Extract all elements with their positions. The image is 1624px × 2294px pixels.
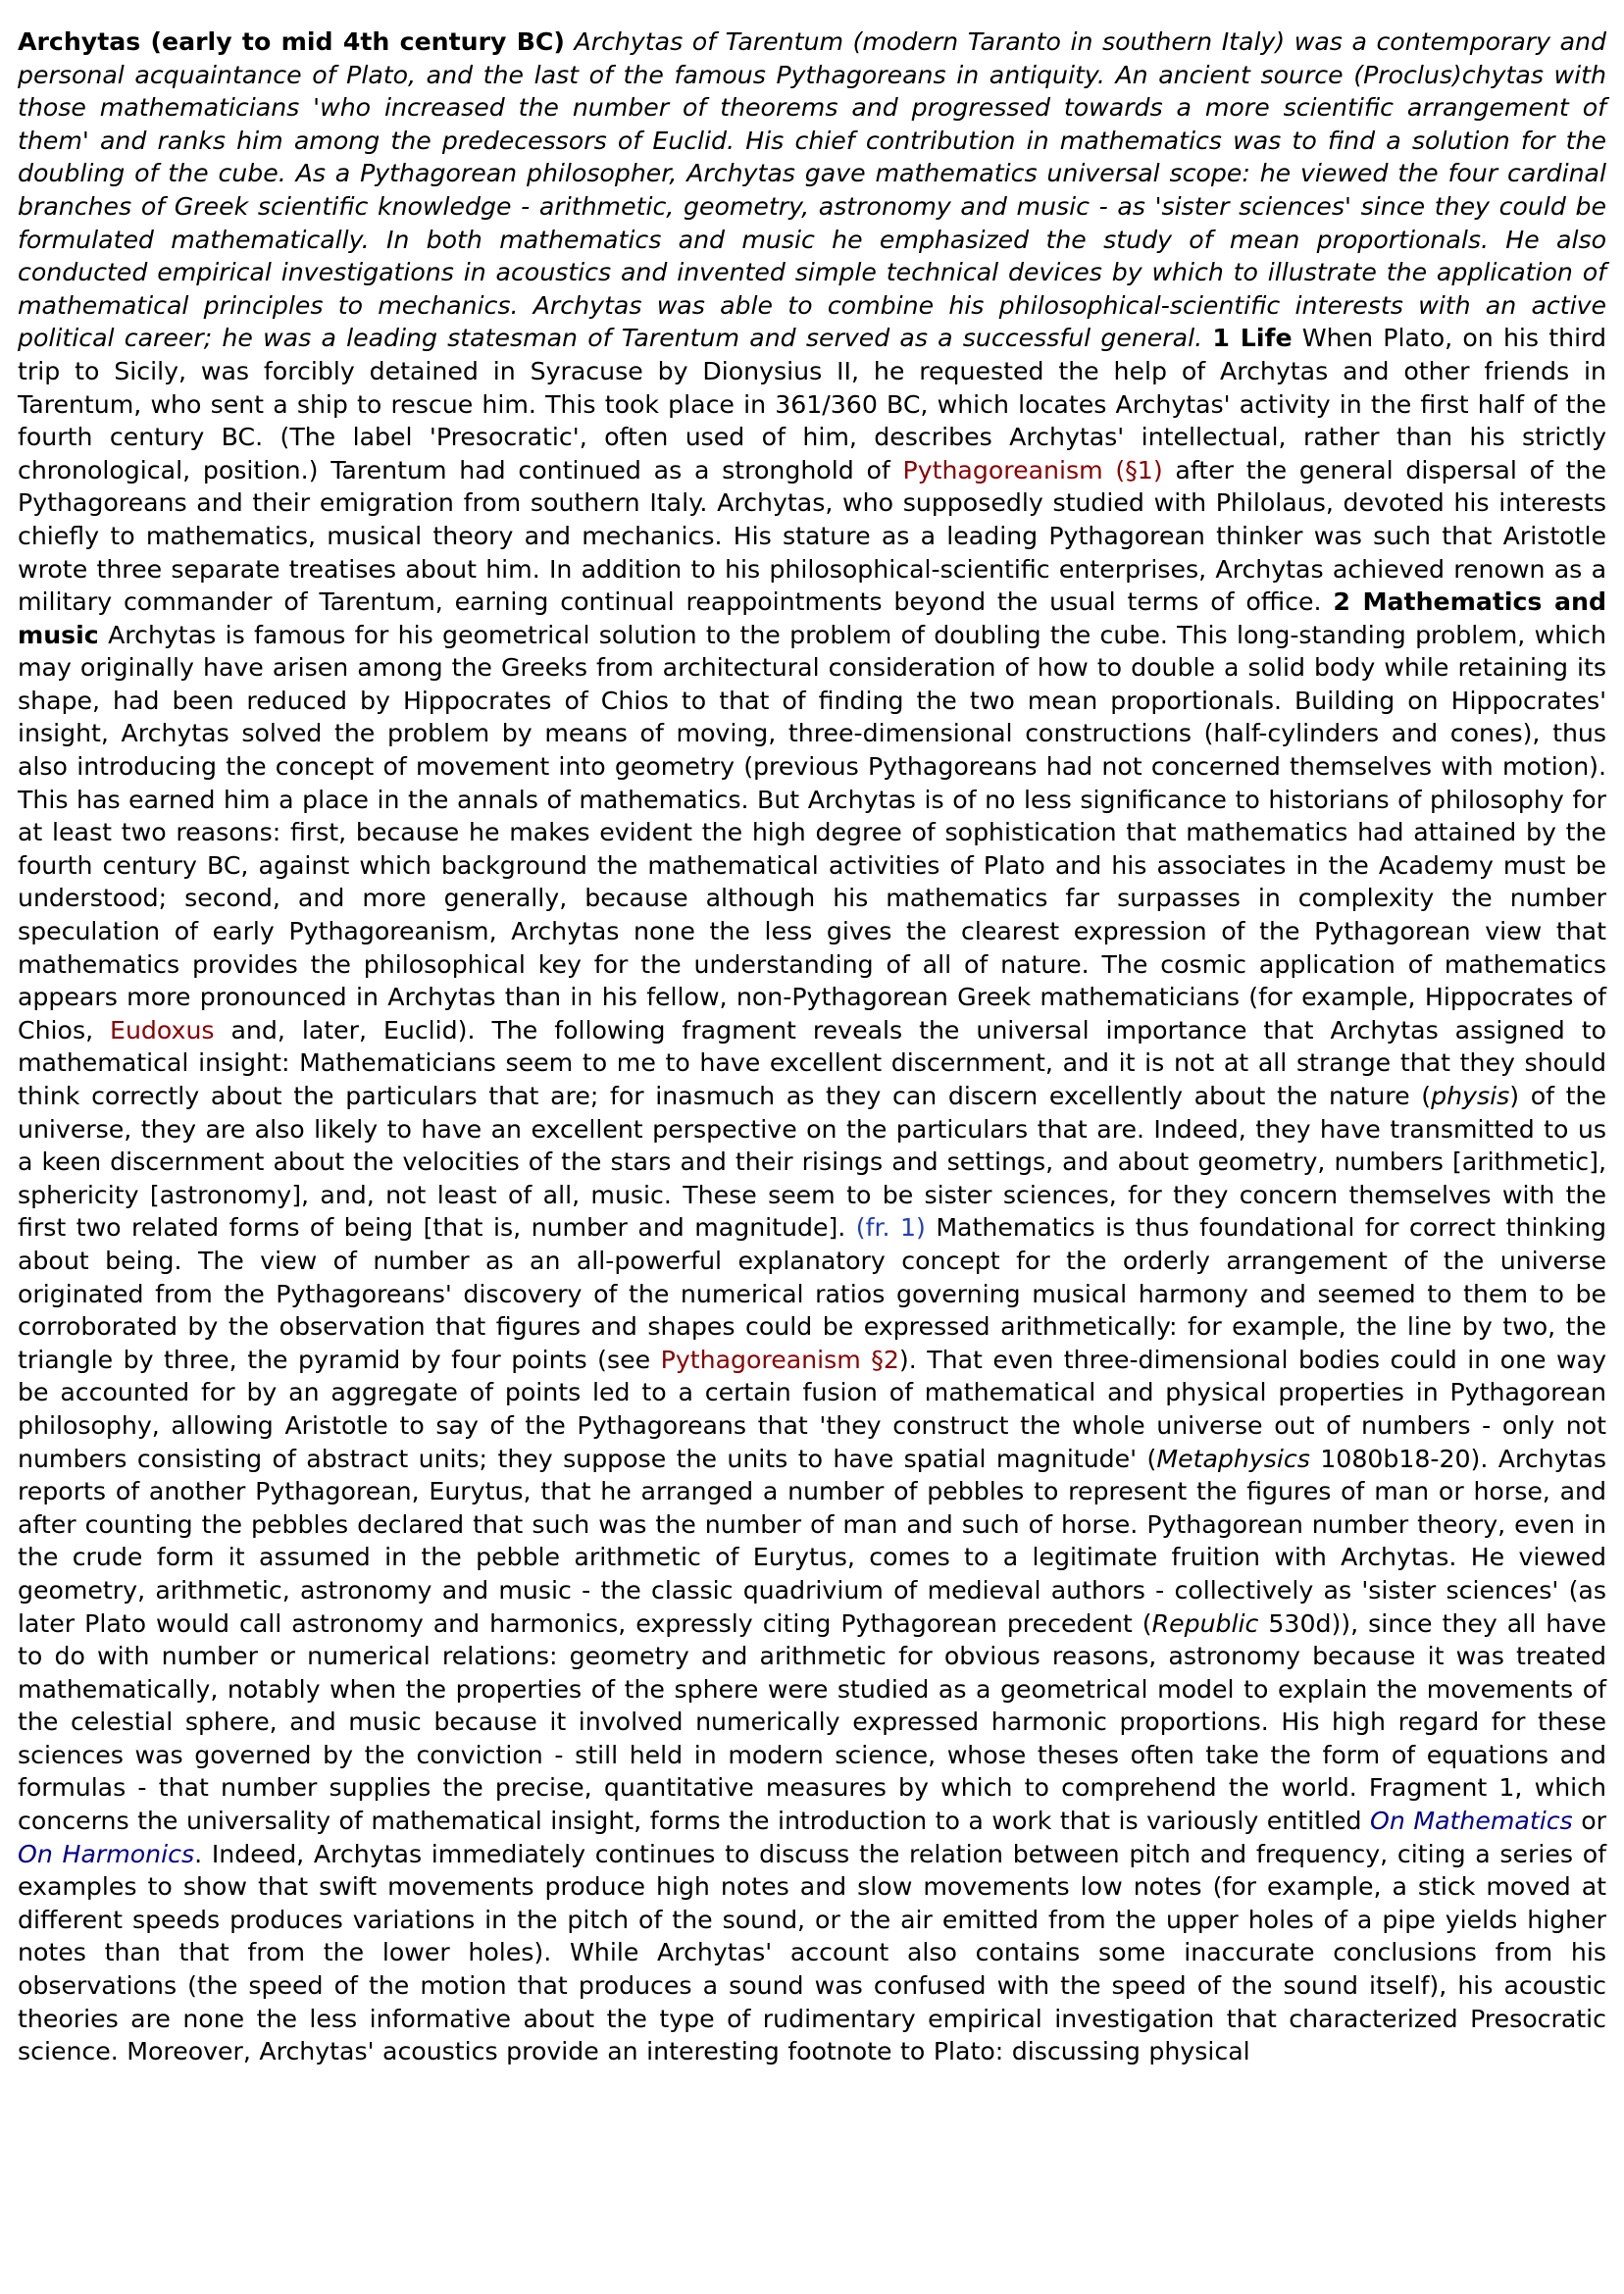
link-pythagoreanism-1[interactable]: Pythagoreanism (§1) [902, 455, 1163, 484]
word-or: or [1581, 1807, 1606, 1836]
math-text-a: Archytas is famous for his geometrical solution to the problem of doubling the cube. This long-standing problem, which may originally have arisen among the Greeks from architectural consideration of how to double a solid body while retaining its shape, had been reduced by Hippocrates of Chios to that of finding the two mean proportionals. Building on Hippocrates' insight, Archytas solved the problem by means of moving, three-dimensional constructions (half-cylinders and cones), thus also introducing the concept of movement into geometry (previous Pythagoreans had not concerned themselves with motion). This has earned him a place in the annals of mathematics. But Archytas is of no less significance to historians of philosophy for at least two reasons: first, because he makes evident the high degree of sophistication that mathematics had attained by the fourth century BC, against which background the mathematical activities of Plato and his associates in the Academy must be understood; second, and more generally, because although his mathematics far surpasses in complexity the number speculation of early Pythagoreanism, Archytas none the less gives the clearest expression of the Pythagorean view that mathematics provides the philosophical key for the understanding of all of nature. The cosmic application of mathematics appears more pronounced in Archytas than in his fellow, non-Pythagorean Greek mathematicians (for example, Hippocrates of Chios, [18, 620, 1606, 1045]
article-title: Archytas (early to mid 4th century BC) [18, 27, 565, 56]
work-republic: Republic [1151, 1608, 1259, 1638]
section-heading-mathematics-music: 2 Mathematics and music [18, 587, 1606, 649]
math-text-d: Mathematics is thus foundational for correct thinking about being. The view of number as an all-powerful explanatory concept for the orderly arrangement of the universe originated from the Pythagoreans' discovery of the numerical ratios governing musical harmony and seemed to them to be corroborated by the observation that figures and shapes could be expressed arithmetically: for example, the line by two, the triangle by three, the pyramid by four points (see [18, 1213, 1606, 1374]
link-fragment-1[interactable]: (fr. 1) [855, 1213, 926, 1243]
math-text-b: and, later, Euclid). The following fragment reveals the universal importance that Archytas assigned to mathematical insight: Mathematicians seem to me to have excellent discernment, and it is not at all strange that they should think correctly about the particulars that are; for inasmuch as they can discern excellently about the nature ( [18, 1015, 1606, 1110]
link-pythagoreanism-2[interactable]: Pythagoreanism §2 [660, 1345, 899, 1374]
term-physis: physis [1431, 1082, 1510, 1110]
math-text-h: . Indeed, Archytas immediately continues to discuss the relation between pitch and frequency, citing a series of examples to show that swift movements produce high notes and slow movements low notes (for example, a stick moved at different speeds produces variations in the pitch of the sound, or the air emitted from the upper holes of a pipe yields higher notes than that from the lower holes). While Archytas' account also contains some inaccurate conclusions from his observations (the speed of the motion that produces a sound was confused with the speed of the sound itself), his acoustic theories are none the less informative about the type of rudimentary empirical investigation that characterized Presocratic science. Moreover, Archytas' acoustics provide an interesting footnote to Plato: discussing physical [18, 1839, 1606, 2066]
link-on-harmonics[interactable]: On Harmonics [18, 1839, 195, 1868]
article-body [18, 25, 1606, 2068]
article-intro: Archytas of Tarentum (modern Taranto in southern Italy) was a contemporary and personal acquaintance of Plato, and the last of the famous Pythagoreans in antiquity. An ancient source (Proclus)chytas with those mathematicians 'who increased the number of theorems and progressed towards a more scientific arrangement of them' and ranks him among the predecessors of Euclid. His chief contribution in mathematics was to find a solution for the doubling of the cube. As a Pythagorean philosopher, Archytas gave mathematics universal scope: he viewed the four cardinal branches of Greek scientific knowledge - arithmetic, geometry, astronomy and music - as 'sister sciences' since they could be formulated mathematically. In both mathematics and music he emphasized the study of mean proportionals. He also conducted empirical investigations in acoustics and invented simple technical devices by which to illustrate the application of mathematical principles to mechanics. Archytas was able to combine his philosophical-scientific interests with an active political career; he was a leading statesman of Tarentum and served as a successful general. [18, 27, 1606, 353]
math-text-e: ). That even three-dimensional bodies could in one way be accounted for by an aggregate of points led to a certain fusion of mathematical and physical properties in Pythagorean philosophy, allowing Aristotle to say of the Pythagoreans that 'they construct the whole universe out of numbers - only not numbers consisting of abstract units; they suppose the units to have spatial magnitude' ( [18, 1345, 1607, 1473]
life-text-b: after the general dispersal of the Pythagoreans and their emigration from southern Italy. Archytas, who supposedly studied with Philolaus, devoted his interests chiefly to mathematics, musical theory and mechanics. His stature as a leading Pythagorean thinker was such that Aristotle wrote three separate treatises about him. In addition to his philosophical-scientific enterprises, Archytas achieved renown as a military commander of Tarentum, earning continual reappointments beyond the usual terms of office. [18, 455, 1606, 617]
math-text-c: ) of the universe, they are also likely to have an excellent perspective on the particulars that are. Indeed, they have transmitted to us a keen discernment about the velocities of the stars and their risings and settings, and about geometry, numbers [arithmetic], sphericity [astronomy], and, not least of all, music. These seem to be sister sciences, for they concern themselves with the first two related forms of being [that is, number and magnitude]. [18, 1082, 1607, 1243]
math-text-g: 530d)), since they all have to do with number or numerical relations: geometry and arithmetic for obvious reasons, astronomy because it was treated mathematically, notably when the properties of the sphere were studied as a geometrical model to explain the movements of the celestial sphere, and music because it involved numerically expressed harmonic proportions. His high regard for these sciences was governed by the conviction - still held in modern science, whose theses often take the form of equations and formulas - that number supplies the precise, quantitative measures by which to comprehend the world. Fragment 1, which concerns the universality of mathematical insight, forms the introduction to a work that is variously entitled [18, 1608, 1606, 1836]
section-heading-life: 1 Life [1212, 324, 1293, 353]
link-eudoxus[interactable]: Eudoxus [110, 1015, 215, 1045]
math-text-f: 1080b18-20). Archytas reports of another Pythagorean, Eurytus, that he arranged a number of pebbles to represent the figures of man or horse, and after counting the pebbles declared that such was the number of man and such of horse. Pythagorean number theory, even in the crude form it assumed in the pebble arithmetic of Eurytus, comes to a legitimate fruition with Archytas. He viewed geometry, arithmetic, astronomy and music - the classic quadrivium of medieval authors - collectively as 'sister sciences' (as later Plato would call astronomy and harmonics, expressly citing Pythagorean precedent ( [18, 1444, 1606, 1638]
life-text-a: When Plato, on his third trip to Sicily, was forcibly detained in Syracuse by Dionysius II, he requested the help of Archytas and other friends in Tarentum, who sent a ship to rescue him. This took place in 361/360 BC, which locates Archytas' activity in the first half of the fourth century BC. (The label 'Presocratic', often used of him, describes Archytas' intellectual, rather than his strictly chronological, position.) Tarentum had continued as a stronghold of [18, 324, 1606, 484]
work-metaphysics: Metaphysics [1156, 1444, 1310, 1473]
link-on-mathematics[interactable]: On Mathematics [1370, 1807, 1573, 1836]
